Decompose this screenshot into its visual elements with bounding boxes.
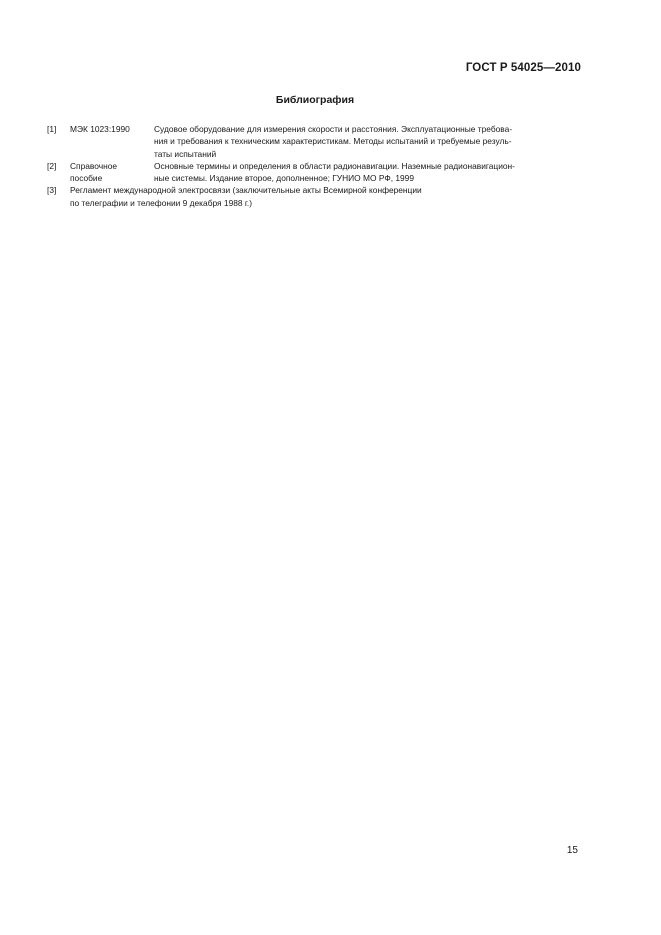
entry-number: [3] xyxy=(47,185,57,196)
document-code: ГОСТ Р 54025—2010 xyxy=(465,62,581,74)
entry-text-line: ния и требования к техническим характеристикам. Методы испытаний и требуемые резуль- xyxy=(154,136,512,147)
page-number: 15 xyxy=(566,845,578,856)
entry-text xyxy=(154,160,582,185)
entry-text-line: Судовое оборудование для измерения скорости и расстояния. Эксплуатационные требова- xyxy=(154,124,513,134)
bibliography-entry xyxy=(47,123,582,160)
entry-text-line: ные системы. Издание второе, дополненное; ГУНИО МО РФ, 1999 xyxy=(154,173,414,184)
entry-text-line: таты испытаний xyxy=(154,148,217,159)
entry-number: [2] xyxy=(47,160,57,171)
entry-number: [1] xyxy=(47,124,57,134)
entry-source-line: пособие xyxy=(70,173,103,184)
bibliography-title: Библиография xyxy=(275,94,355,106)
entry-source-line: МЭК 1023:1990 xyxy=(70,124,130,134)
bibliography-entry xyxy=(47,160,582,185)
entry-text-line: по телеграфии и телефонии 9 декабря 1988 г.) xyxy=(70,197,253,208)
entry-source xyxy=(70,123,154,160)
entry-source xyxy=(70,160,154,185)
entry-text-line: Основные термины и определения в области радионавигации. Наземные радионавигацион- xyxy=(154,160,515,171)
entry-source-line: Справочное xyxy=(70,160,118,171)
entry-text-line: Регламент международной электросвязи (заключительные акты Всемирной конференции xyxy=(70,185,422,196)
bibliography-list xyxy=(47,123,582,209)
entry-text xyxy=(154,123,582,160)
bibliography-entry xyxy=(47,184,582,209)
entry-text xyxy=(70,184,582,209)
